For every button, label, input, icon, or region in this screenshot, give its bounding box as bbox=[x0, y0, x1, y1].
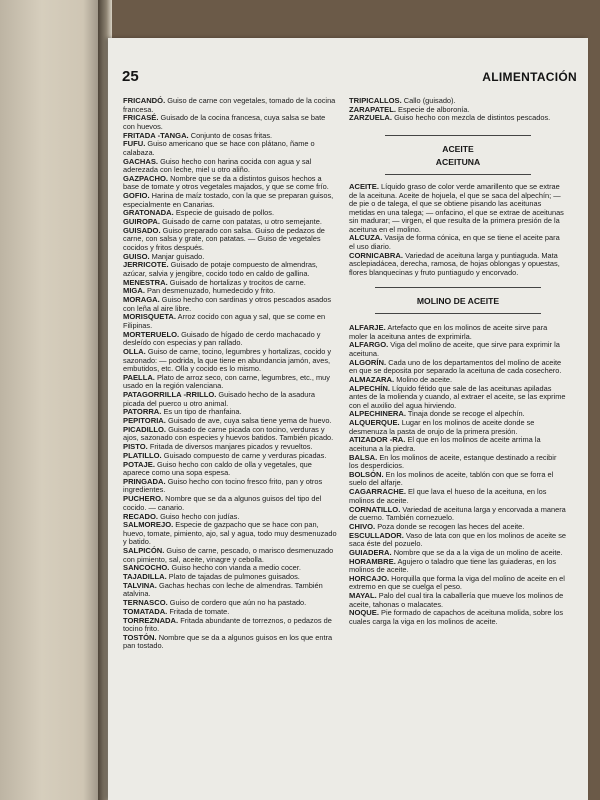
entry-definition: Especie de gazpacho que se hace con pan, huevo, tomate, pimiento, ajo, sal y agua, todo muy desmenuzado y batido. bbox=[123, 520, 337, 547]
dictionary-entry bbox=[349, 234, 567, 251]
entry-term: TERNASCO. bbox=[123, 598, 168, 608]
entry-term: TALVINA. bbox=[123, 580, 157, 590]
entry-definition: Palo del cual tira la caballería que mueve los molinos de aceite, tahonas o malacates. bbox=[349, 591, 564, 609]
dictionary-entry bbox=[349, 592, 567, 609]
entry-definition: Guiso hecho con tocino fresco frito, pan y otros ingredientes. bbox=[123, 476, 323, 495]
entry-term: OLLA. bbox=[123, 347, 146, 357]
entry-definition: Guiso hecho con judías. bbox=[160, 511, 240, 521]
dictionary-entry bbox=[349, 419, 567, 436]
entry-term: ESCULLADOR. bbox=[349, 530, 404, 540]
subsection-heading: ACEITUNA bbox=[435, 157, 481, 168]
entry-definition: Gachas hechas con leche de almendras. También atalvina. bbox=[123, 580, 323, 599]
left-facing-page bbox=[0, 0, 104, 800]
entry-definition: Guiso de cordero que aún no ha pastado. bbox=[169, 598, 307, 608]
right-column bbox=[349, 97, 567, 627]
entry-definition: Nombre que se da a algunos guisos del tipo del cocido. — canario. bbox=[123, 494, 322, 512]
entry-definition: En los molinos de aceite, estanque destinado a recibir los desperdicios. bbox=[349, 452, 557, 471]
entry-term: CHIVO. bbox=[349, 521, 376, 531]
page-header bbox=[122, 68, 577, 84]
dictionary-entry bbox=[123, 547, 337, 564]
entry-term: POTAJE. bbox=[123, 459, 155, 469]
dictionary-entry bbox=[123, 227, 337, 253]
entry-term: TORREZNADA. bbox=[123, 615, 179, 625]
entry-term: CAGARRACHE. bbox=[349, 487, 406, 497]
entry-term: TRIPICALLOS. bbox=[349, 96, 402, 105]
dictionary-entry bbox=[123, 348, 337, 374]
entry-definition: Guisado de hortalizas y trocitos de carne. bbox=[169, 277, 306, 287]
entry-term: CORNICABRA. bbox=[349, 250, 403, 260]
entry-definition: Plato de tajadas de pulmones guisados. bbox=[168, 572, 300, 582]
entry-definition: Fritada de diversos manjares picados y revueltos. bbox=[149, 442, 313, 452]
entry-term: ALCUZA. bbox=[349, 233, 383, 243]
entry-term: JERRICOTE. bbox=[123, 260, 169, 270]
entry-term: PICADILLO. bbox=[123, 424, 167, 434]
entry-definition: Especie de guisado de pollos. bbox=[175, 208, 275, 218]
entry-definition: Guisado de potaje compuesto de almendras, azúcar, salvia y jengibre, cocido todo en caldo de gallina. bbox=[123, 260, 318, 278]
entry-term: TOSTÓN. bbox=[123, 632, 157, 642]
entry-term: ACEITE. bbox=[349, 182, 379, 192]
dictionary-entry bbox=[349, 488, 567, 505]
entry-definition: Guiso de carne, pescado, o marisco desmenuzado con pimiento, sal, aceite, vinagre y cebolla. bbox=[123, 546, 334, 564]
entry-term: PEPITORIA. bbox=[123, 416, 166, 426]
entry-definition: Guisado hecho de la asadura picada del puerco u otro animal. bbox=[123, 390, 315, 408]
entry-term: MORISQUETA. bbox=[123, 312, 177, 322]
entry-term: FRITADA -TANGA. bbox=[123, 130, 189, 140]
dictionary-entry bbox=[123, 582, 337, 599]
entry-definition: Es un tipo de rhanfaina. bbox=[163, 407, 242, 417]
entry-definition: Guisado de carne picada con tocino, verduras y ajos, sazonado con especies y huevos batidos. También picado. bbox=[123, 424, 334, 443]
entry-definition: Guisado de la cocina francesa, cuya salsa se bate con huevos. bbox=[123, 113, 326, 131]
left-column bbox=[123, 97, 337, 651]
dictionary-entry bbox=[123, 374, 337, 391]
dictionary-entry bbox=[123, 313, 337, 330]
entry-definition: Tinaja donde se recoge el alpechín. bbox=[407, 409, 525, 419]
dictionary-entry bbox=[123, 296, 337, 313]
right-top-entries bbox=[349, 97, 567, 123]
dictionary-entry bbox=[349, 436, 567, 453]
entry-term: ALGORÍN. bbox=[349, 357, 387, 367]
dictionary-entry bbox=[123, 140, 337, 157]
entry-definition: Variedad de aceituna larga y puntiaguda. Mata asclepiadácea, derecha, ramosa, de hojas oblongas y opuestas, flores blanquecinas y fruto puntiagudo y encorvado. bbox=[349, 250, 560, 277]
entry-definition: Guiso hecho con caldo de olla y vegetales, que aparece como una sopa espesa. bbox=[123, 459, 312, 478]
dictionary-entry bbox=[349, 341, 567, 358]
entry-definition: Artefacto que en los molinos de aceite sirve para moler la aceituna antes de exprimirla. bbox=[349, 322, 548, 341]
entry-definition: Guiso hecho con vianda a medio cocer. bbox=[171, 563, 301, 573]
entry-term: PATAGORRILLA -RRILLO. bbox=[123, 390, 217, 400]
entry-term: ALMAZARA. bbox=[349, 374, 395, 384]
entry-term: NOQUE. bbox=[349, 608, 379, 618]
entry-definition: El que lava el hueso de la aceituna, en los molinos de aceite. bbox=[349, 487, 547, 505]
entry-term: RECADO. bbox=[123, 511, 159, 521]
entry-definition: Horquilla que forma la viga del molino de aceite en el extremo en que se cuelga el peso. bbox=[349, 573, 565, 592]
dictionary-entry bbox=[349, 575, 567, 592]
entry-definition: Manjar guisado. bbox=[151, 251, 205, 261]
dictionary-entry bbox=[349, 609, 567, 626]
entry-term: GUIROPA. bbox=[123, 217, 160, 227]
entry-term: GOFIO. bbox=[123, 191, 150, 201]
entry-term: ALQUERQUE. bbox=[349, 418, 400, 428]
entry-term: MIGA. bbox=[123, 286, 145, 296]
page-number: 25 bbox=[122, 68, 139, 85]
entry-term: PUCHERO. bbox=[123, 494, 164, 504]
entry-definition: Nombre que se da a algunos guisos en los que entra pan tostado. bbox=[123, 632, 333, 651]
dictionary-entry bbox=[349, 252, 567, 278]
section-title: ALIMENTACIÓN bbox=[482, 70, 577, 84]
entry-definition: Vaso de lata con que en los molinos de aceite se saca éste del pozuelo. bbox=[349, 530, 567, 549]
entry-definition: Especie de alboronía. bbox=[398, 104, 470, 114]
dictionary-entry bbox=[123, 521, 337, 547]
dictionary-entry bbox=[349, 558, 567, 575]
entry-definition: Guisado compuesto de carne y verduras picadas. bbox=[163, 450, 327, 460]
entry-term: CORNATILLO. bbox=[349, 504, 401, 514]
entry-term: PISTO. bbox=[123, 442, 148, 452]
entry-term: ATIZADOR -RA. bbox=[349, 435, 406, 445]
entry-definition: Vasija de forma cónica, en que se tiene el aceite para el uso diario. bbox=[349, 233, 560, 252]
entry-definition: Callo (guisado). bbox=[403, 96, 456, 105]
dictionary-entry bbox=[349, 471, 567, 488]
entry-term: GUISADO. bbox=[123, 225, 161, 235]
entry-term: PLATILLO. bbox=[123, 450, 162, 460]
entry-term: TAJADILLA. bbox=[123, 572, 167, 582]
entry-term: GACHAS. bbox=[123, 156, 159, 166]
entry-term: GUISO. bbox=[123, 251, 150, 261]
section-box-aceite bbox=[385, 135, 531, 175]
entry-definition: Lugar en los molinos de aceite donde se desmenuza la pasta de orujo de la primera presión. bbox=[349, 418, 535, 436]
entry-term: MORTERUELO. bbox=[123, 329, 180, 339]
entry-definition: Plato de arroz seco, con carne, legumbres, etc., muy usado en la región valenciana. bbox=[123, 372, 330, 391]
entry-definition: En los molinos de aceite, tablón con que se forra el suelo del alfarje. bbox=[349, 469, 554, 488]
section-box-molino bbox=[375, 287, 541, 314]
entry-definition: Harina de maíz tostado, con la que se preparan guisos, especialmente en Canarias. bbox=[123, 191, 334, 209]
dictionary-entry bbox=[123, 261, 337, 278]
entry-definition: Guisado de hígado de cerdo machacado y desleído con especias y pan rallado. bbox=[123, 329, 321, 348]
entry-definition: Líquido graso de color verde amarillento que se extrae de la aceituna. Aceite de hojuela, el que se saca del alpechín; — de pie o de talega, el que se obtiene pisando las aceitunas metidas en una talega; — onfacino, el que se extrae de aceitunas sin madurar; — virgen, el que resulta de la primera presión de la aceituna en el molino. bbox=[349, 182, 564, 234]
dictionary-entry bbox=[349, 114, 567, 123]
dictionary-entry bbox=[123, 617, 337, 634]
entry-definition: Nombre que se da a la viga de un molino de aceite. bbox=[393, 547, 563, 557]
entry-definition: El que en los molinos de aceite arrima la aceituna a la piedra. bbox=[349, 435, 541, 453]
entry-definition: Cada uno de los departamentos del molino de aceite en que se deposita por separado la aceituna de cada cosechero. bbox=[349, 357, 562, 376]
entry-definition: Agujero o taladro que tiene las guiaderas, en los molinos de aceite. bbox=[349, 556, 557, 575]
dictionary-entry bbox=[349, 385, 567, 411]
entry-term: GRATONADA. bbox=[123, 208, 174, 218]
entry-term: FUFU. bbox=[123, 139, 146, 149]
aceite-entries bbox=[349, 183, 567, 277]
entry-definition: Viga del molino de aceite, que sirve para exprimir la aceituna. bbox=[349, 340, 560, 358]
dictionary-entry bbox=[123, 478, 337, 495]
dictionary-entry bbox=[349, 183, 567, 234]
entry-definition: Guiso americano que se hace con plátano, ñame o calabaza. bbox=[123, 139, 315, 157]
entry-term: HORCAJO. bbox=[349, 573, 390, 583]
entry-term: FRICASÉ. bbox=[123, 113, 159, 123]
dictionary-entry bbox=[349, 506, 567, 523]
entry-term: GUIADERA. bbox=[349, 547, 392, 557]
entry-term: ALFARJE. bbox=[349, 322, 386, 332]
dictionary-entry bbox=[123, 192, 337, 209]
entry-definition: Guiso hecho con mezcla de distintos pescados. bbox=[394, 113, 551, 123]
entry-term: FRICANDÓ. bbox=[123, 96, 166, 105]
entry-term: PATORRA. bbox=[123, 407, 162, 417]
subsection-heading: ACEITE bbox=[442, 144, 474, 155]
entry-definition: Molino de aceite. bbox=[396, 374, 453, 384]
dictionary-entry bbox=[123, 158, 337, 175]
entry-definition: Nombre que se da a distintos guisos hechos a base de tomate y otros vegetales majados, y que se come frío. bbox=[123, 173, 329, 192]
entry-definition: Guiso hecho con harina cocida con agua y sal aderezada con leche, miel u otro aliño. bbox=[123, 156, 312, 175]
entry-term: SALMOREJO. bbox=[123, 520, 174, 530]
entry-definition: Conjunto de cosas fritas. bbox=[190, 130, 273, 140]
dictionary-entry bbox=[123, 461, 337, 478]
entry-term: SALPICÓN. bbox=[123, 546, 165, 556]
dictionary-entry bbox=[123, 634, 337, 651]
entry-term: SANCOCHO. bbox=[123, 563, 170, 573]
molino-entries bbox=[349, 324, 567, 627]
entry-term: ZARZUELA. bbox=[349, 113, 393, 123]
entry-definition: Pan desmenuzado, humedecido y frito. bbox=[147, 286, 276, 296]
entry-term: ZARAPATEL. bbox=[349, 104, 396, 114]
entry-term: HORAMBRE. bbox=[349, 556, 396, 566]
entry-definition: Guiso hecho con sardinas y otros pescados asados con leña al aire libre. bbox=[123, 295, 332, 313]
entry-term: PRINGADA. bbox=[123, 476, 166, 486]
entry-term: ALPECHINERA. bbox=[349, 409, 406, 419]
dictionary-entry bbox=[123, 426, 337, 443]
left-page-bleed-text bbox=[4, 0, 100, 800]
entry-term: TOMATADA. bbox=[123, 606, 168, 616]
dictionary-entry bbox=[123, 495, 337, 512]
dictionary-entry bbox=[349, 324, 567, 341]
entry-definition: Arroz cocido con agua y sal, que se come en Filipinas. bbox=[123, 312, 326, 331]
entry-definition: Guiso de carne, tocino, legumbres y hortalizas, cocido y sazonado: — podrida, la que tiene en abundancia jamón, aves, embutidos, etc. Olla y cocido es lo mismo. bbox=[123, 347, 332, 374]
dictionary-entry bbox=[123, 114, 337, 131]
dictionary-entry bbox=[123, 331, 337, 348]
book-page bbox=[108, 38, 588, 800]
entry-term: ALFARGO. bbox=[349, 340, 389, 350]
entry-term: MAYAL. bbox=[349, 591, 377, 601]
entry-definition: Guisado de carne con patatas, u otro semejante. bbox=[162, 217, 322, 227]
entry-definition: Guiso de carne con vegetales, tomado de la cocina francesa. bbox=[123, 96, 336, 114]
entry-definition: Fritada de tomate. bbox=[169, 606, 230, 616]
dictionary-entry bbox=[123, 97, 337, 114]
entry-term: MORAGA. bbox=[123, 295, 160, 305]
entry-term: ALPECHÍN. bbox=[349, 383, 390, 393]
dictionary-entry bbox=[349, 454, 567, 471]
entry-term: MENESTRA. bbox=[123, 277, 168, 287]
entry-term: PAELLA. bbox=[123, 372, 155, 382]
entry-definition: Variedad de aceituna larga y encorvada a manera de cuerno. También cornezuelo. bbox=[349, 504, 566, 523]
dictionary-entry bbox=[349, 532, 567, 549]
entry-definition: Pie formado de capachos de aceituna molida, sobre los cuales carga la viga en los molinos de aceite. bbox=[349, 608, 564, 626]
subsection-heading: MOLINO DE ACEITE bbox=[416, 296, 500, 307]
entry-definition: Guisado de ave, cuya salsa tiene yema de huevo. bbox=[167, 416, 332, 426]
entry-term: GAZPACHO. bbox=[123, 173, 168, 183]
entry-definition: Fritada abundante de torreznos, o pedazos de tocino frito. bbox=[123, 615, 332, 634]
dictionary-entry bbox=[123, 175, 337, 192]
entry-definition: Guiso preparado con salsa. Guiso de pedazos de carne, con salsa y grate, con patatas. — Guiso de vegetales cocidos y fritos después. bbox=[123, 225, 325, 252]
dictionary-entry bbox=[349, 359, 567, 376]
entry-term: BOLSÓN. bbox=[349, 469, 384, 479]
dictionary-entry bbox=[123, 391, 337, 408]
entry-term: BALSA. bbox=[349, 452, 378, 462]
entry-definition: Poza donde se recogen las heces del aceite. bbox=[377, 521, 525, 531]
entry-definition: Líquido fétido que sale de las aceitunas apiladas antes de la molienda y cuando, al extraer el aceite, se las exprime con el auxilio del agua hirviendo. bbox=[349, 383, 566, 410]
